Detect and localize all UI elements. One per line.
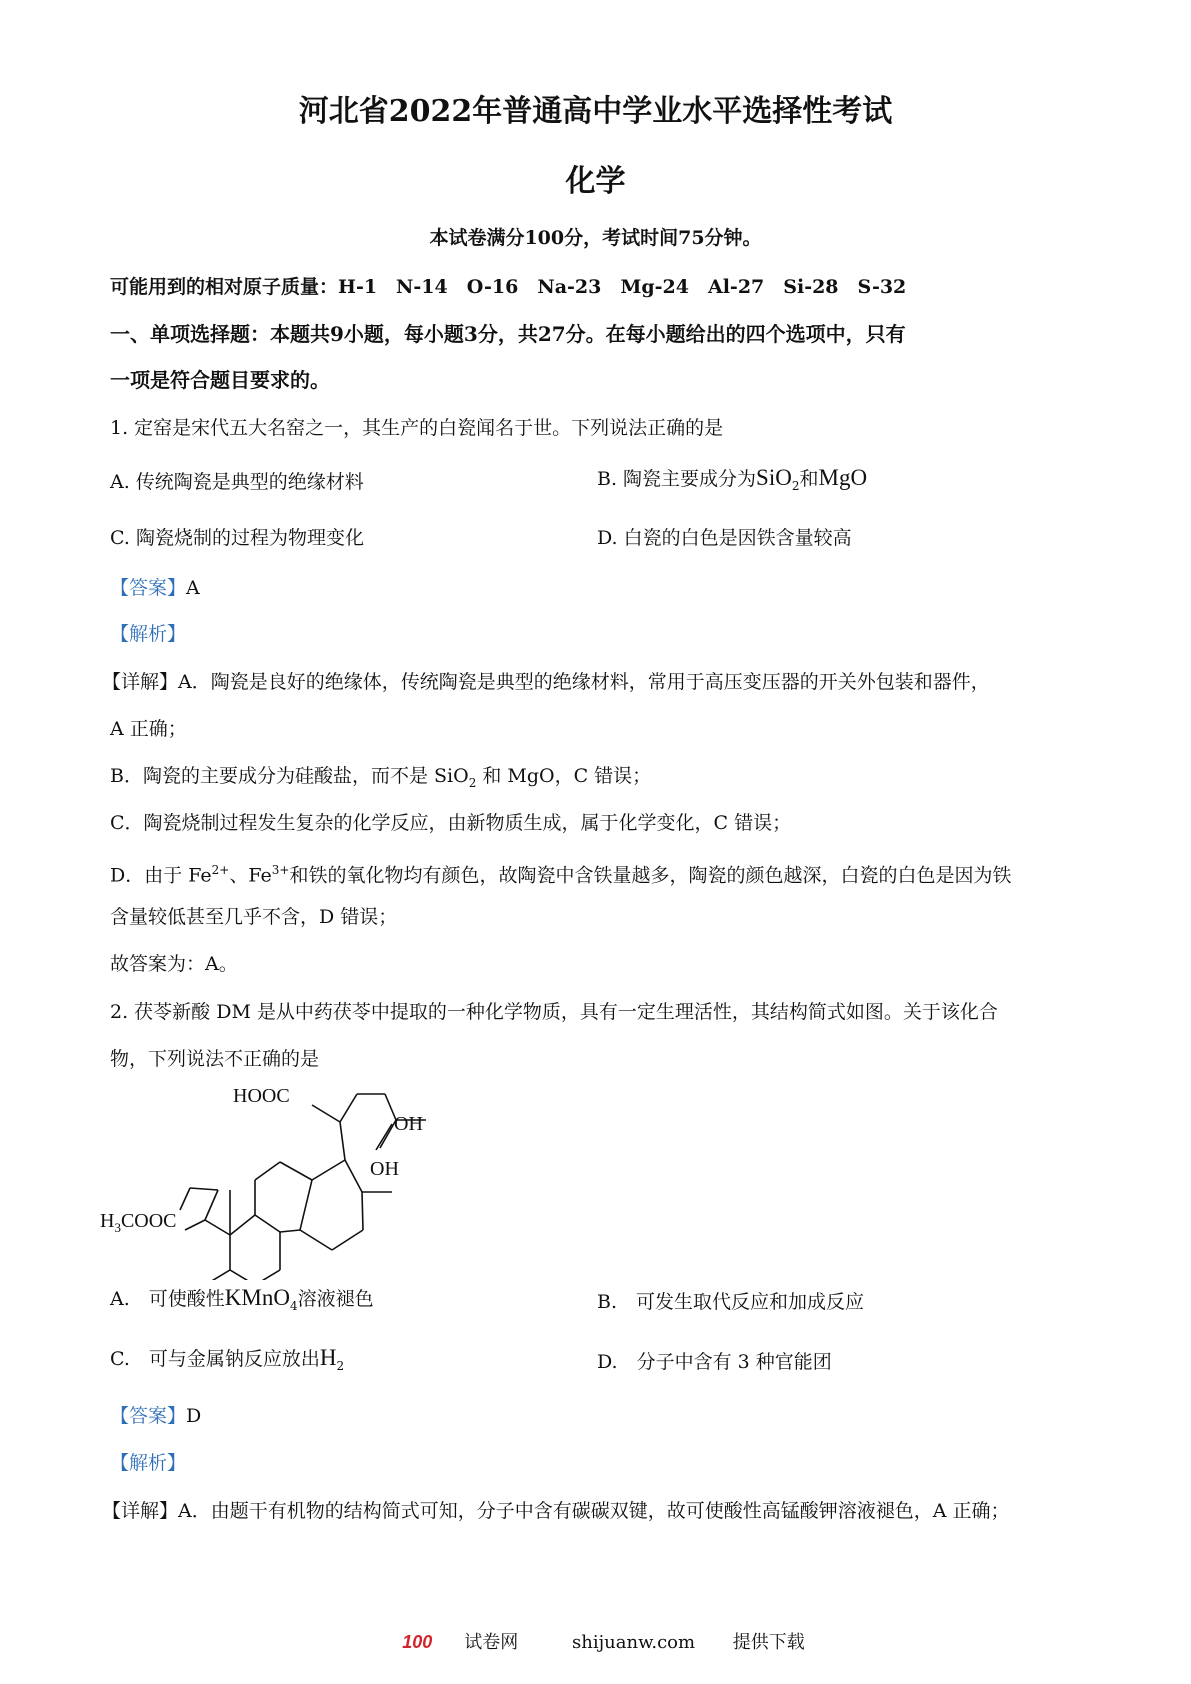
q1-detail-line4: C．陶瓷烧制过程发生复杂的化学反应，由新物质生成，属于化学变化，C 错误； [110, 812, 792, 834]
section-heading-line2: 一项是符合题目要求的。 [110, 368, 330, 392]
q1-detail-line5: D．由于 $Fe^{2+}$、$Fe^{3+}$和铁的氧化物均有颜色，故陶瓷中含铁量越多，陶瓷的颜色越深，白瓷的白色是因为铁 [110, 863, 1012, 887]
q2-answer: 【答案】D [110, 1405, 202, 1427]
q2-analysis-tag: 【解析】 [110, 1452, 187, 1474]
q1-detail-line2: A 正确； [110, 718, 187, 740]
q1-detail-line6: 含量较低甚至几乎不含，D 错误； [110, 906, 398, 928]
q1-option-b: B. 陶瓷主要成分为SiO$_2$和MgO [597, 465, 868, 493]
q1-detail-line3: B．陶瓷的主要成分为硅酸盐，而不是 SiO$_2$ 和 MgO，C 错误； [110, 765, 652, 790]
q2-option-c: C. 可与金属钠反应放出$H_2$ [110, 1345, 345, 1373]
q1-option-a: A. 传统陶瓷是典型的绝缘材料 [110, 471, 364, 493]
structure-diagram [100, 1080, 480, 1280]
struct-oh-label-1: OH [394, 1113, 423, 1135]
footer-site: shijuanw.com [571, 1632, 696, 1653]
page-footer [0, 1628, 1191, 1654]
q2-option-b: B. 可发生取代反应和加成反应 [597, 1291, 865, 1313]
atomic-masses: 可能用到的相对原子质量：H-1 N-14 O-16 Na-23 Mg-24 Al-27 Si-28 S-32 [110, 276, 907, 298]
footer-logo: 100 试卷网 [402, 1632, 519, 1653]
struct-h3cooc-label: $H_3COOC$ [100, 1210, 177, 1235]
q1-stem: 1. 定窑是宋代五大名窑之一，其生产的白瓷闻名于世。下列说法正确的是 [110, 417, 724, 439]
subject-title: 化学 [565, 164, 626, 199]
section-heading-line1: 一、单项选择题：本题共9小题，每小题3分，共27分。在每小题给出的四个选项中，只有 [110, 322, 906, 346]
q1-answer: 【答案】A [110, 577, 200, 599]
exam-title: 河北省2022年普通高中学业水平选择性考试 [298, 94, 893, 129]
q1-option-c: C. 陶瓷烧制的过程为物理变化 [110, 527, 364, 549]
q1-detail-line1: 【详解】A．陶瓷是良好的绝缘体，传统陶瓷是典型的绝缘材料，常用于高压变压器的开关外包装和器件， [102, 671, 990, 693]
q2-detail-line1: 【详解】A．由题干有机物的结构简式可知，分子中含有碳碳双键，故可使酸性高锰酸钾溶液褪色，A 正确； [102, 1500, 1010, 1522]
footer-provide: 提供下载 [732, 1632, 805, 1653]
q1-analysis-tag: 【解析】 [110, 623, 187, 645]
q2-option-a: A. 可使酸性KMnO$_4$溶液褪色 [110, 1285, 374, 1313]
q1-option-d: D. 白瓷的白色是因铁含量较高 [597, 527, 852, 549]
q1-conclusion: 故答案为：A。 [110, 953, 238, 975]
struct-oh-label-2: OH [370, 1158, 399, 1180]
q2-stem-line2: 物，下列说法不正确的是 [110, 1048, 320, 1070]
exam-info: 本试卷满分100分，考试时间75分钟。 [429, 227, 762, 249]
skeleton-bonds [180, 1094, 426, 1280]
q2-option-d: D. 分子中含有 3 种官能团 [597, 1351, 832, 1373]
struct-hooc-label: HOOC [233, 1085, 290, 1107]
q2-stem-line1: 2. 茯苓新酸 DM 是从中药茯苓中提取的一种化学物质，具有一定生理活性，其结构简式如图。关于该化合 [110, 1001, 998, 1023]
